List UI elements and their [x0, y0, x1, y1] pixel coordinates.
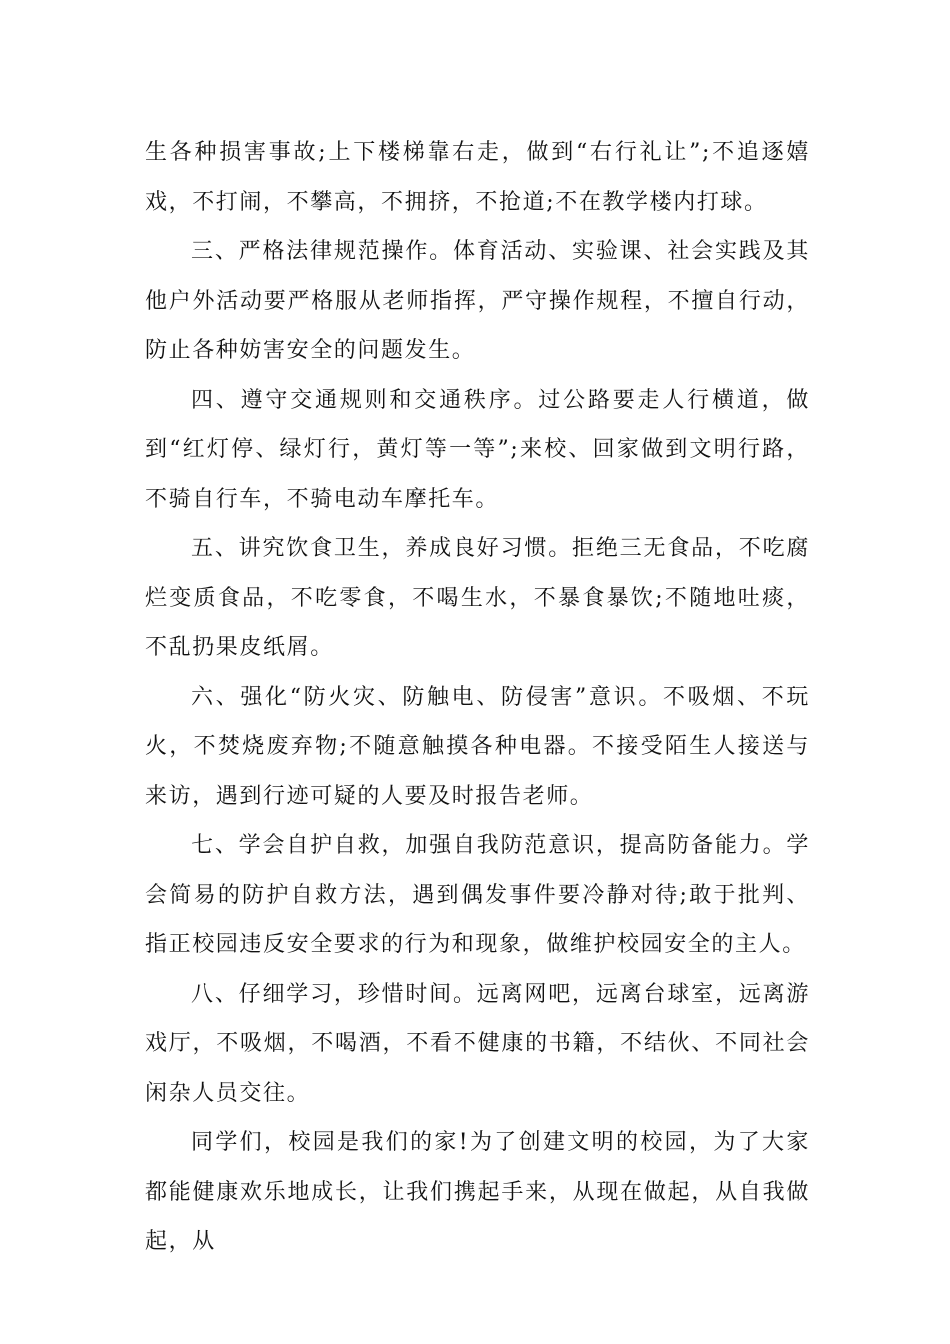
paragraph-item-8: 八、仔细学习，珍惜时间。远离网吧，远离台球室，远离游戏厅，不吸烟，不喝酒，不看不健康的书籍，不结伙、不同社会闲杂人员交往。: [145, 981, 810, 1106]
paragraph-item-3: 三、严格法律规范操作。体育活动、实验课、社会实践及其他户外活动要严格服从老师指挥，严守操作规程，不擅自行动，防止各种妨害安全的问题发生。: [145, 239, 810, 363]
document-body: [145, 128, 810, 1267]
paragraph-item-7: 七、学会自护自救，加强自我防范意识，提高防备能力。学会简易的防护自救方法，遇到偶发事件要冷静对待;敢于批判、指正校园违反安全要求的行为和现象，做维护校园安全的主人。: [145, 833, 810, 957]
paragraph-item-5: 五、讲究饮食卫生，养成良好习惯。拒绝三无食品，不吃腐烂变质食品，不吃零食，不喝生水，不暴食暴饮;不随地吐痰，不乱扔果皮纸屑。: [145, 536, 810, 660]
paragraph-item-6: 六、强化“防火灾、防触电、防侵害”意识。不吸烟、不玩火，不焚烧废弃物;不随意触摸各种电器。不接受陌生人接送与来访，遇到行迹可疑的人要及时报告老师。: [145, 684, 810, 809]
paragraph-continuation: 生各种损害事故;上下楼梯靠右走，做到“右行礼让”;不追逐嬉戏，不打闹，不攀高，不拥挤，不抢道;不在教学楼内打球。: [145, 140, 810, 215]
paragraph-item-4: 四、遵守交通规则和交通秩序。过公路要走人行横道，做到“红灯停、绿灯行，黄灯等一等”;来校、回家做到文明行路，不骑自行车，不骑电动车摩托车。: [145, 387, 810, 512]
paragraph-closing: 同学们，校园是我们的家!为了创建文明的校园，为了大家都能健康欢乐地成长，让我们携起手来，从现在做起，从自我做起，从: [145, 1130, 810, 1254]
